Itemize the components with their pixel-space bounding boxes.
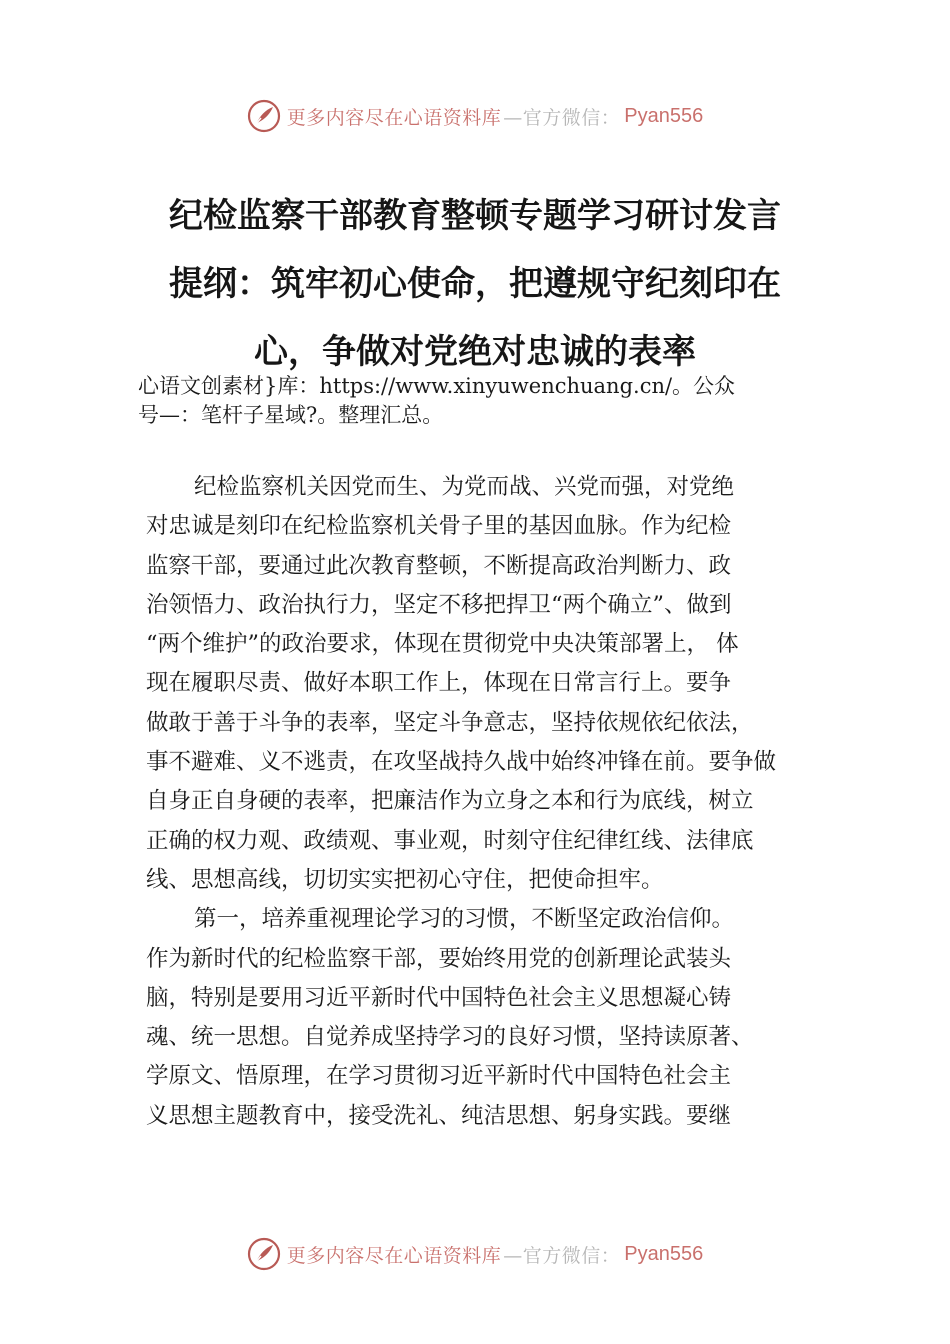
document-title: [120, 182, 830, 386]
body-line: 魂、统一思想。自觉养成坚持学习的良好习惯，坚持读原著、: [146, 1024, 754, 1051]
body-line: 做敢于善于斗争的表率，坚定斗争意志，坚持依规依纪依法，: [146, 709, 754, 736]
quill-logo-icon: [247, 1237, 281, 1271]
body-line: 治领悟力、政治执行力，坚定不移把捍卫“两个确立”、做到: [146, 591, 732, 618]
body-line: 第一，培养重视理论学习的习惯，不断坚定政治信仰。: [194, 906, 735, 933]
body-line: 正确的权力观、政绩观、事业观，时刻守住纪律红线、法律底: [146, 827, 754, 854]
watermark-wechat-id: Pyan556: [624, 104, 704, 127]
body-line: “两个维护”的政治要求，体现在贯彻党中央决策部署上， 体: [146, 631, 739, 658]
source-line: 心语文创素材}库：https://www.xinyuwenchuang.cn/。公众: [138, 374, 736, 398]
watermark-text: 更多内容尽在心语资料库: [286, 1244, 502, 1267]
title-line: 心，争做对党绝对忠诚的表率: [254, 332, 696, 372]
body-line: 监察干部，要通过此次教育整顿，不断提高政治判断力、政: [146, 552, 732, 579]
watermark-separator: —官方微信：: [503, 1244, 621, 1267]
footer-watermark: [0, 1234, 950, 1274]
document-body: [146, 468, 836, 1136]
title-line: 纪检监察干部教育整顿专题学习研讨发言: [169, 196, 781, 236]
watermark-wechat-id: Pyan556: [624, 1242, 704, 1265]
body-line: 作为新时代的纪检监察干部，要始终用党的创新理论武装头: [146, 945, 732, 972]
body-line: 学原文、悟原理，在学习贯彻习近平新时代中国特色社会主: [146, 1063, 732, 1090]
body-line: 自身正自身硬的表率，把廉洁作为立身之本和行为底线，树立: [146, 788, 754, 815]
body-line: 事不避难、义不逃责，在攻坚战持久战中始终冲锋在前。要争做: [146, 749, 777, 776]
source-line: 号—：笔杆子星域?。整理汇总。: [138, 403, 444, 427]
body-line: 纪检监察机关因党而生、为党而战、兴党而强，对党绝: [194, 474, 735, 500]
watermark-separator: —官方微信：: [503, 106, 621, 129]
body-line: 义思想主题教育中，接受洗礼、纯洁思想、躬身实践。要继: [146, 1102, 732, 1129]
source-note: [138, 372, 828, 430]
watermark-text: 更多内容尽在心语资料库: [286, 106, 502, 129]
title-line: 提纲：筑牢初心使命，把遵规守纪刻印在: [169, 264, 781, 304]
body-line: 对忠诚是刻印在纪检监察机关骨子里的基因血脉。作为纪检: [146, 513, 732, 540]
body-line: 现在履职尽责、做好本职工作上，体现在日常言行上。要争: [146, 670, 732, 697]
header-watermark: [0, 96, 950, 136]
quill-logo-icon: [247, 99, 281, 133]
body-line: 脑，特别是要用习近平新时代中国特色社会主义思想凝心铸: [146, 984, 732, 1011]
body-line: 线、思想高线，切切实实把初心守住，把使命担牢。: [146, 866, 664, 893]
